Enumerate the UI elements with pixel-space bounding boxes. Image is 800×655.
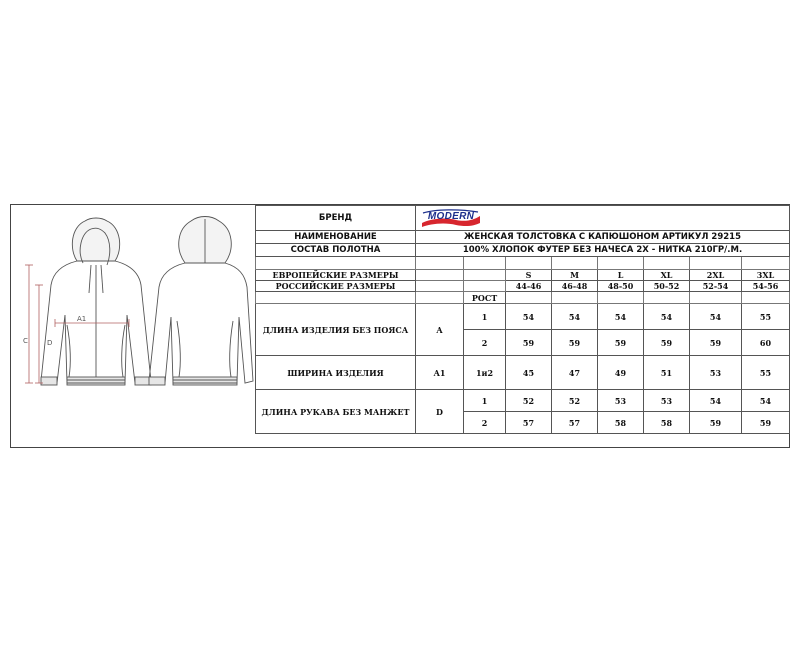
ru-sizes-label: РОССИЙСКИЕ РАЗМЕРЫ <box>256 281 416 292</box>
value-cell: 54 <box>742 390 790 412</box>
value-cell: 54 <box>690 390 742 412</box>
value-cell: 59 <box>552 330 598 356</box>
height-label: РОСТ <box>464 292 506 304</box>
measure-code: A1 <box>416 356 464 390</box>
value-cell: 55 <box>742 356 790 390</box>
value-cell: 57 <box>552 412 598 434</box>
value-cell: 59 <box>742 412 790 434</box>
modern-logo <box>420 208 482 228</box>
table-row <box>256 356 790 390</box>
name-label: НАИМЕНОВАНИЕ <box>256 231 416 244</box>
ru-size-cell: 52-54 <box>690 281 742 292</box>
eu-size-cell: XL <box>644 270 690 281</box>
eu-size-cell: 2XL <box>690 270 742 281</box>
table-row <box>256 390 790 412</box>
value-cell: 51 <box>644 356 690 390</box>
value-cell: 54 <box>644 304 690 330</box>
composition-label: СОСТАВ ПОЛОТНА <box>256 244 416 257</box>
value-cell: 58 <box>598 412 644 434</box>
value-cell: 59 <box>644 330 690 356</box>
brand-cell <box>416 206 790 231</box>
value-cell: 59 <box>690 330 742 356</box>
ru-size-cell: 50-52 <box>644 281 690 292</box>
value-cell: 59 <box>598 330 644 356</box>
height-cell: 1 <box>464 304 506 330</box>
value-cell: 53 <box>644 390 690 412</box>
value-cell: 59 <box>506 330 552 356</box>
eu-size-cell: M <box>552 270 598 281</box>
ru-sizes-row <box>256 281 790 292</box>
height-cell: 2 <box>464 412 506 434</box>
measure-code: A <box>416 304 464 356</box>
value-cell: 49 <box>598 356 644 390</box>
value-cell: 52 <box>552 390 598 412</box>
eu-size-cell: 3XL <box>742 270 790 281</box>
size-chart-frame <box>10 204 790 448</box>
logo-text: MODERN <box>427 211 475 223</box>
ru-size-cell: 44-46 <box>506 281 552 292</box>
ru-size-cell: 46-48 <box>552 281 598 292</box>
brand-row <box>256 206 790 231</box>
composition-value: 100% ХЛОПОК ФУТЕР БЕЗ НАЧЕСА 2Х - НИТКА 210ГР/.М. <box>416 244 790 257</box>
value-cell: 54 <box>552 304 598 330</box>
hoodie-back-drawing <box>149 217 253 386</box>
size-table <box>255 205 790 434</box>
eu-sizes-row <box>256 270 790 281</box>
value-cell: 52 <box>506 390 552 412</box>
height-header-row <box>256 292 790 304</box>
value-cell: 57 <box>506 412 552 434</box>
ru-size-cell: 54-56 <box>742 281 790 292</box>
value-cell: 53 <box>690 356 742 390</box>
a1-label: A1 <box>77 315 87 323</box>
value-cell: 60 <box>742 330 790 356</box>
measure-code: D <box>416 390 464 434</box>
height-cell: 2 <box>464 330 506 356</box>
value-cell: 58 <box>644 412 690 434</box>
height-cell: 1 <box>464 390 506 412</box>
brand-label: БРЕНД <box>256 206 416 231</box>
name-row <box>256 231 790 244</box>
hoodie-front-drawing <box>41 218 151 385</box>
d-label: D <box>47 339 53 347</box>
value-cell: 54 <box>598 304 644 330</box>
measure-label: ДЛИНА ИЗДЕЛИЯ БЕЗ ПОЯСА <box>256 304 416 356</box>
ru-size-cell: 48-50 <box>598 281 644 292</box>
spacer-row <box>256 257 790 270</box>
composition-row <box>256 244 790 257</box>
height-cell: 1и2 <box>464 356 506 390</box>
eu-size-cell: S <box>506 270 552 281</box>
table-row <box>256 304 790 330</box>
measure-label: ШИРИНА ИЗДЕЛИЯ <box>256 356 416 390</box>
name-value: ЖЕНСКАЯ ТОЛСТОВКА С КАПЮШОНОМ АРТИКУЛ 29215 <box>416 231 790 244</box>
value-cell: 45 <box>506 356 552 390</box>
value-cell: 59 <box>690 412 742 434</box>
eu-sizes-label: ЕВРОПЕЙСКИЕ РАЗМЕРЫ <box>256 270 416 281</box>
value-cell: 54 <box>690 304 742 330</box>
measure-label: ДЛИНА РУКАВА БЕЗ МАНЖЕТ <box>256 390 416 434</box>
value-cell: 53 <box>598 390 644 412</box>
hoodie-technical-sketch <box>11 205 255 447</box>
value-cell: 55 <box>742 304 790 330</box>
c-label: C <box>23 337 28 345</box>
value-cell: 54 <box>506 304 552 330</box>
eu-size-cell: L <box>598 270 644 281</box>
value-cell: 47 <box>552 356 598 390</box>
measurement-lines <box>25 265 129 383</box>
